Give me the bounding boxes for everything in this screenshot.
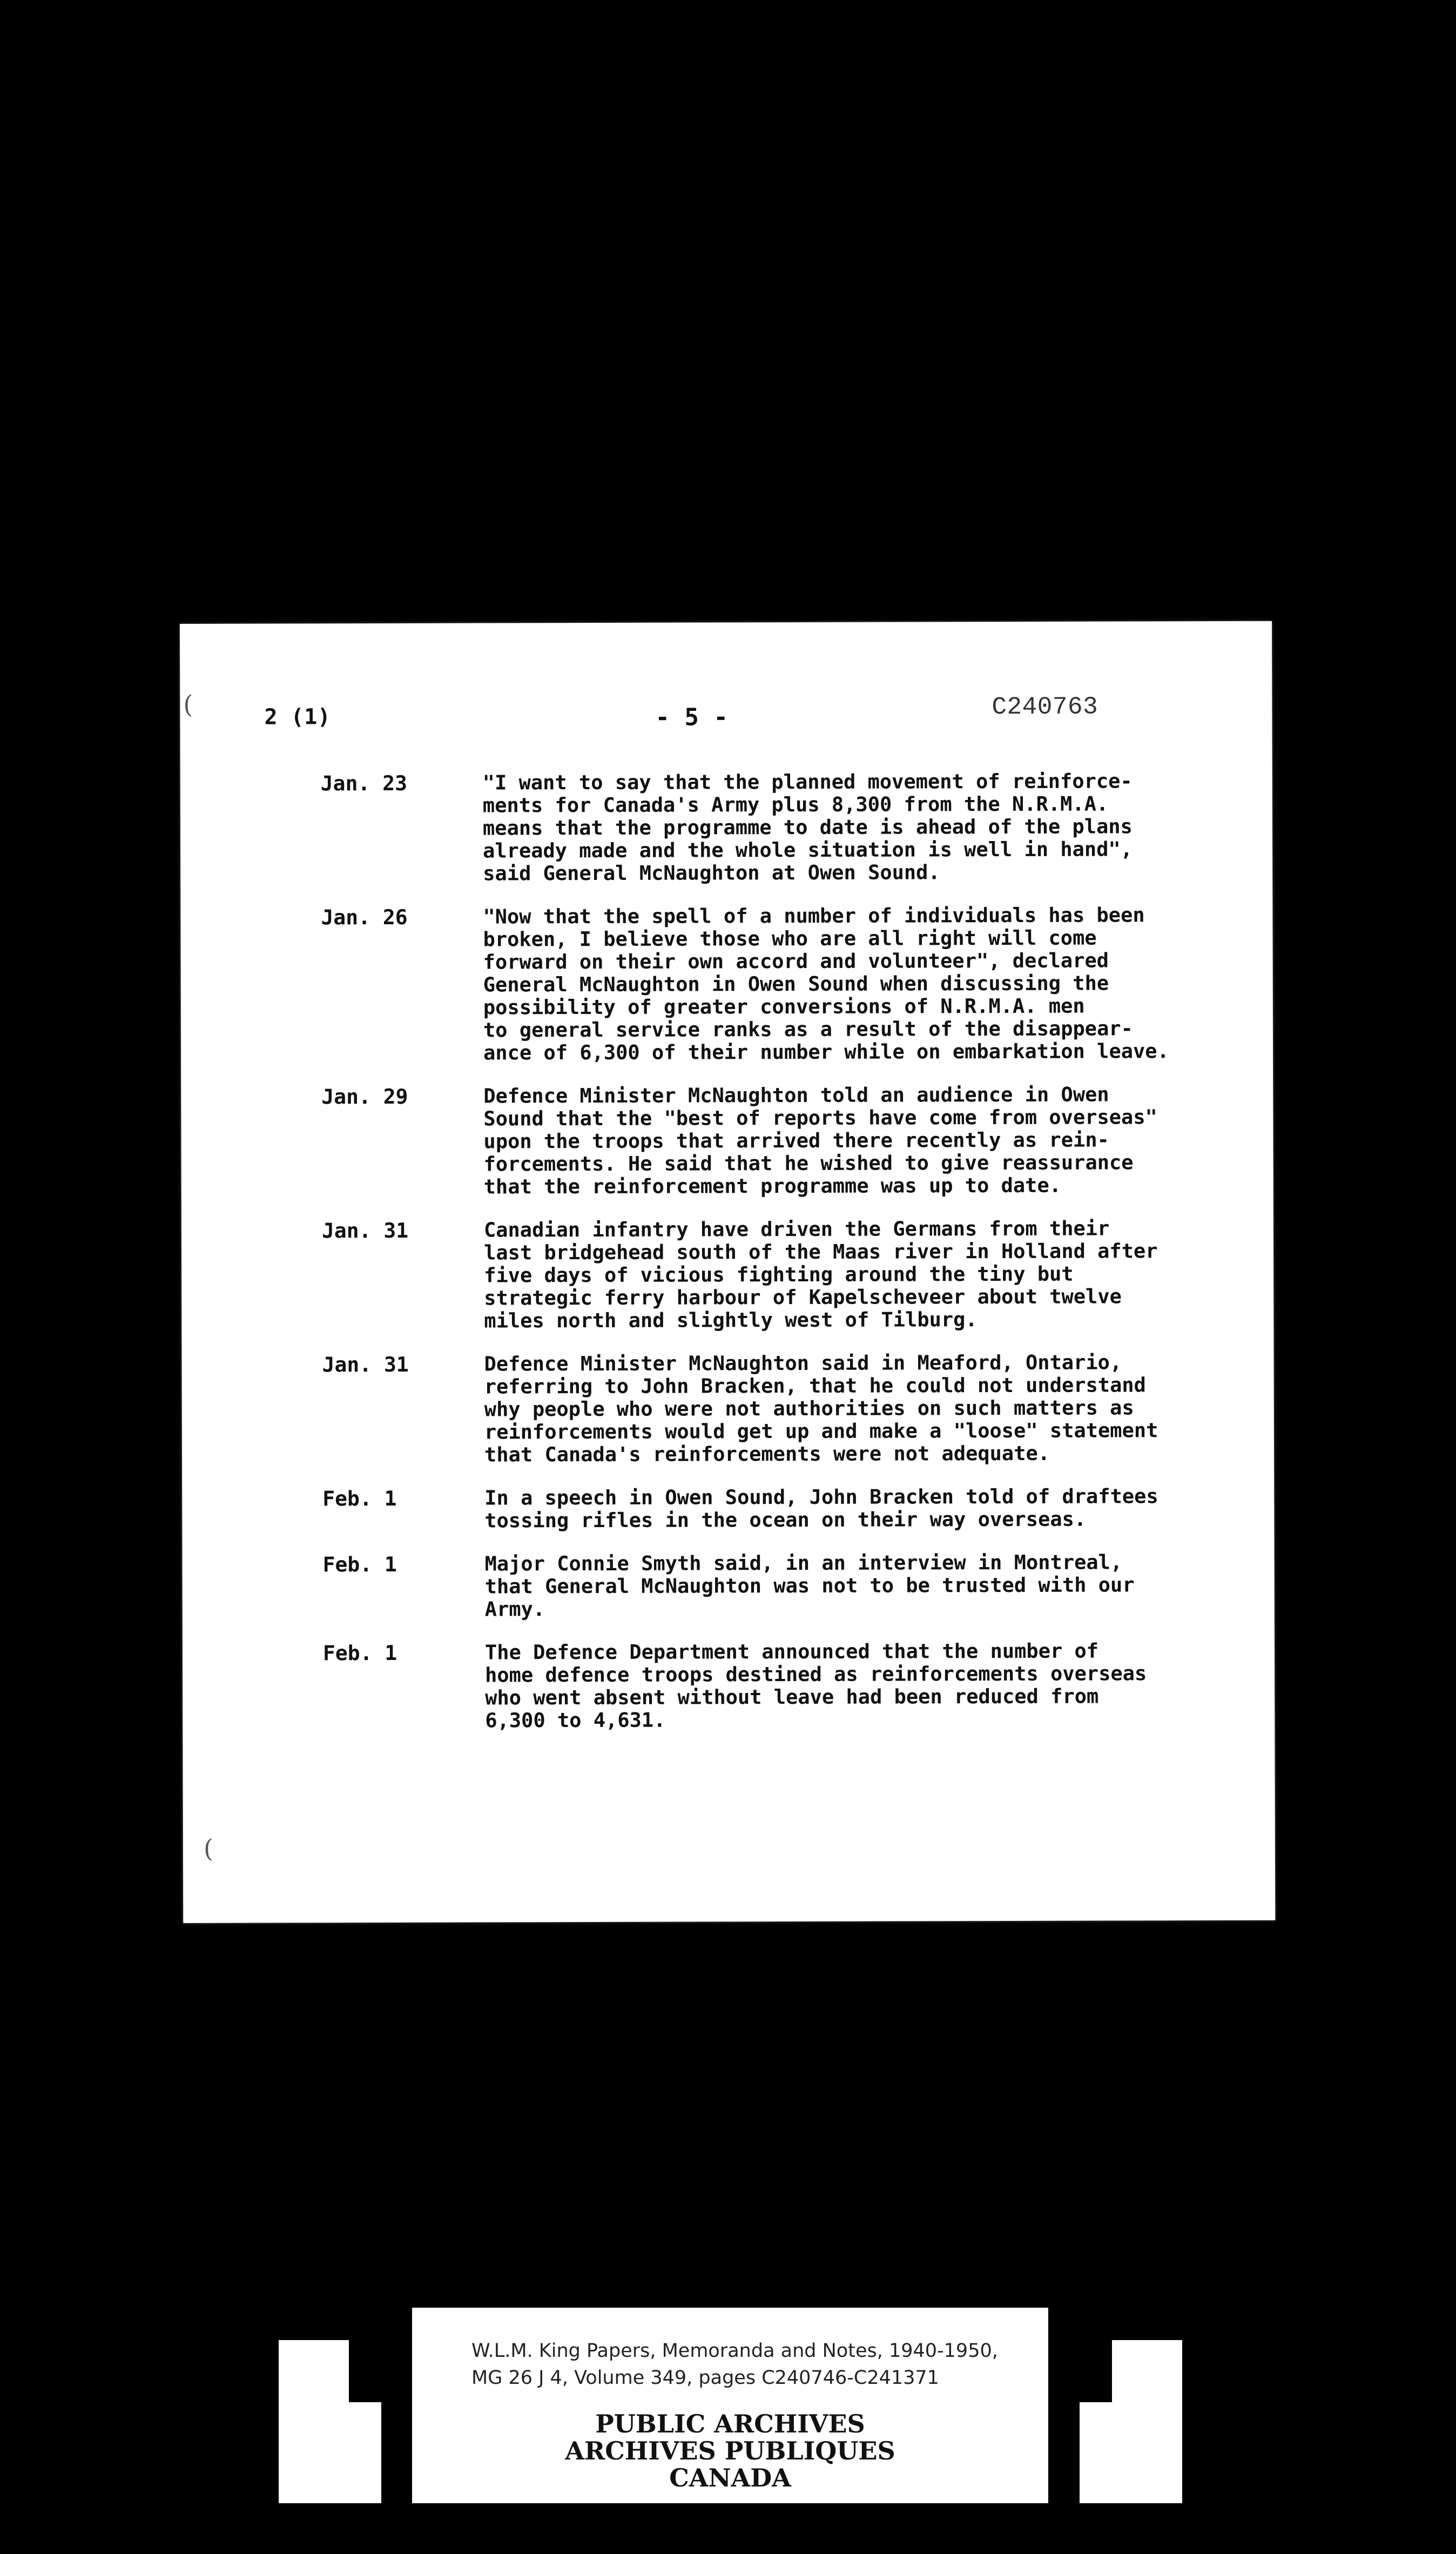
- entry-text-line: that the reinforcement programme was up to date.: [483, 1173, 1062, 1199]
- entry-date: Feb. 1: [322, 1486, 397, 1511]
- entry-date: Jan. 26: [321, 905, 408, 930]
- chronology-entry: [321, 770, 1250, 886]
- entry-text-line: ance of 6,300 of their number while on embarkation leave.: [483, 1039, 1169, 1065]
- label-wing-right: [1080, 2340, 1182, 2503]
- section-reference: 2 (1): [264, 704, 331, 730]
- chronology-entry: [321, 904, 1250, 1065]
- entry-text-line: referring to John Bracken, that he could not understand: [484, 1373, 1146, 1399]
- entry-text-line: last bridgehead south of the Maas river in Holland after: [483, 1239, 1158, 1265]
- entry-text-line: miles north and slightly west of Tilburg.: [484, 1308, 978, 1333]
- entry-text-line: broken, I believe those who are all right will come: [483, 926, 1097, 951]
- entry-text: [484, 1485, 1251, 1533]
- entry-text-line: why people who were not authorities on such matters as: [484, 1396, 1134, 1421]
- chronology-entries: [321, 770, 1252, 1753]
- citation-text: [471, 2337, 998, 2391]
- entry-text-line: home defence troops destined as reinforcements overseas: [485, 1662, 1147, 1687]
- entry-text-line: Major Connie Smyth said, in an interview in Montreal,: [484, 1550, 1123, 1576]
- entry-text-line: reinforcements would get up and make a "loose" statement: [484, 1419, 1158, 1444]
- entry-text-line: possibility of greater conversions of N.R.M.A. men: [483, 994, 1085, 1019]
- entry-text-line: ments for Canada's Army plus 8,300 from the N.R.M.A.: [482, 792, 1109, 817]
- archives-country: CANADA: [669, 2463, 791, 2492]
- entry-text: [484, 1351, 1252, 1467]
- entry-text-line: already made and the whole situation is well in hand",: [483, 837, 1133, 863]
- chronology-entry: [322, 1485, 1251, 1533]
- entry-text-line: 6,300 to 4,631.: [485, 1708, 666, 1732]
- margin-bracket-mark: (: [203, 1833, 213, 1863]
- entry-text-line: who went absent without leave had been reduced from: [485, 1684, 1099, 1710]
- label-card: [412, 2308, 1048, 2503]
- entry-date: Jan. 31: [322, 1352, 409, 1377]
- label-wing-left: [279, 2340, 381, 2503]
- entry-text-line: In a speech in Owen Sound, John Bracken told of draftees: [484, 1484, 1158, 1510]
- margin-bracket-mark: (: [183, 689, 193, 719]
- chronology-entry: [323, 1639, 1252, 1733]
- entry-text: [485, 1551, 1252, 1621]
- entry-text-line: said General McNaughton at Owen Sound.: [483, 861, 940, 885]
- entry-text-line: The Defence Department announced that the number of: [484, 1639, 1099, 1664]
- citation-line-1: W.L.M. King Papers, Memoranda and Notes, 1940-1950,: [471, 2340, 998, 2362]
- entry-text: [483, 904, 1250, 1065]
- typed-page: [180, 621, 1275, 1923]
- entry-text-line: five days of vicious fighting around the tiny but: [484, 1262, 1074, 1287]
- entry-text: [483, 1083, 1251, 1199]
- chronology-entry: [322, 1217, 1251, 1333]
- entry-text-line: General McNaughton in Owen Sound when discussing the: [483, 971, 1109, 997]
- entry-text-line: strategic ferry harbour of Kapelscheveer about twelve: [484, 1285, 1122, 1310]
- entry-text-line: that General McNaughton was not to be trusted with our: [484, 1573, 1135, 1598]
- entry-date: Jan. 31: [321, 1218, 409, 1243]
- archives-name-english: PUBLIC ARCHIVES: [595, 2409, 865, 2438]
- chronology-entry: [322, 1351, 1252, 1467]
- entry-date: Jan. 29: [321, 1084, 408, 1109]
- entry-date: Feb. 1: [322, 1552, 397, 1577]
- citation-line-2: MG 26 J 4, Volume 349, pages C240746-C241371: [471, 2367, 939, 2389]
- entry-text-line: forcements. He said that he wished to give reassurance: [483, 1151, 1134, 1176]
- entry-text-line: forward on their own accord and volunteer", declared: [483, 949, 1109, 974]
- entry-text: [485, 1639, 1252, 1732]
- chronology-entry: [321, 1083, 1251, 1199]
- entry-date: Jan. 23: [320, 771, 407, 796]
- entry-text: [483, 770, 1250, 885]
- entry-text-line: to general service ranks as a result of the disappear-: [483, 1017, 1133, 1042]
- entry-text-line: Defence Minister McNaughton told an audience in Owen: [483, 1083, 1109, 1108]
- entry-text-line: tossing rifles in the ocean on their way overseas.: [484, 1507, 1087, 1533]
- entry-text-line: that Canada's reinforcements were not adequate.: [484, 1441, 1050, 1467]
- entry-text-line: Canadian infantry have driven the Germans from their: [483, 1216, 1110, 1242]
- page-number: - 5 -: [655, 703, 729, 731]
- entry-text-line: Army.: [484, 1597, 545, 1621]
- entry-text-line: "I want to say that the planned movement of reinforce-: [482, 769, 1133, 795]
- entry-date: Feb. 1: [322, 1641, 397, 1665]
- entry-text-line: "Now that the spell of a number of individuals has been: [483, 903, 1145, 929]
- entry-text: [484, 1217, 1251, 1333]
- entry-text-line: Sound that the "best of reports have come from overseas": [483, 1105, 1157, 1131]
- entry-text-line: Defence Minister McNaughton said in Meaford, Ontario,: [484, 1350, 1122, 1376]
- entry-text-line: upon the troops that arrived there recently as rein-: [483, 1128, 1109, 1153]
- archive-stamp-number: C240763: [992, 693, 1098, 722]
- chronology-entry: [323, 1551, 1252, 1622]
- archives-name-french: ARCHIVES PUBLIQUES: [565, 2436, 895, 2465]
- entry-text-line: means that the programme to date is ahead of the plans: [482, 815, 1133, 840]
- archive-label: [279, 2308, 1182, 2503]
